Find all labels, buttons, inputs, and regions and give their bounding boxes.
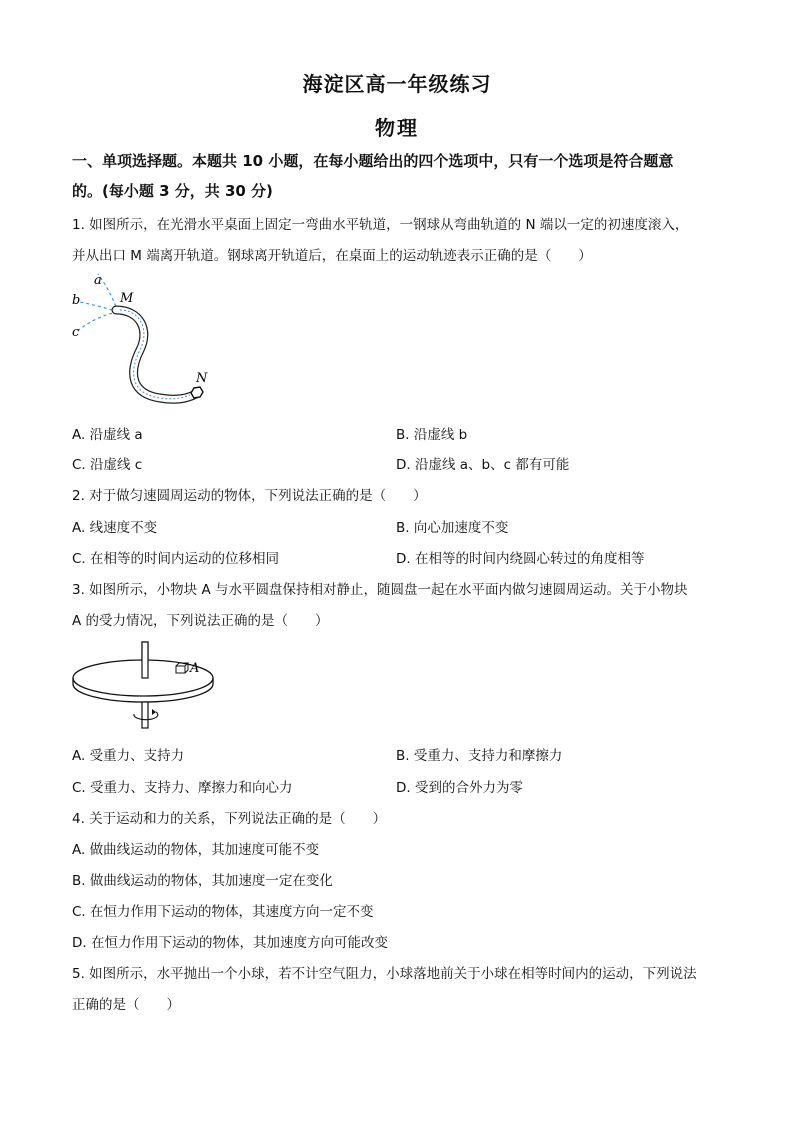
q2-option-a: A. 线速度不变 (72, 520, 158, 536)
label-c: c (72, 325, 80, 340)
label-M: M (120, 291, 134, 306)
shaft-lower (142, 702, 148, 728)
q3-option-b: B. 受重力、支持力和摩擦力 (396, 748, 563, 764)
q1-stem-line2: 并从出口 M 端离开轨道。钢球离开轨道后，在桌面上的运动轨迹表示正确的是（ ） (72, 248, 592, 264)
q2-option-c: C. 在相等的时间内运动的位移相同 (72, 551, 280, 567)
q1-option-b: B. 沿虚线 b (396, 427, 468, 443)
doc-title: 海淀区高一年级练习 (302, 72, 492, 96)
q4-stem: 4. 关于运动和力的关系，下列说法正确的是（ ） (72, 811, 387, 827)
track-path (120, 310, 190, 399)
label-block-A: A (190, 661, 200, 676)
shaft-top (142, 642, 148, 678)
q1-stem-line1: 1. 如图所示，在光滑水平桌面上固定一弯曲水平轨道，一钢球从弯曲轨道的 N 端以一定的初速度滚入， (72, 217, 689, 233)
q1-option-d: D. 沿虚线 a、b、c 都有可能 (396, 457, 570, 473)
section-heading-line1: 一、单项选择题。本题共 10 小题，在每小题给出的四个选项中，只有一个选项是符合题意 (72, 152, 674, 170)
q1-option-c: C. 沿虚线 c (72, 457, 143, 473)
q4-option-c: C. 在恒力作用下运动的物体，其速度方向一定不变 (72, 904, 374, 920)
q3-rotating-disk-figure (70, 638, 220, 730)
q3-option-d: D. 受到的合外力为零 (396, 780, 523, 796)
q4-option-d: D. 在恒力作用下运动的物体，其加速度方向可能改变 (72, 935, 388, 951)
q2-stem: 2. 对于做匀速圆周运动的物体，下列说法正确的是（ ） (72, 488, 427, 504)
q4-option-b: B. 做曲线运动的物体，其加速度一定在变化 (72, 873, 333, 889)
section-heading-line2: 的。(每小题 3 分，共 30 分) (72, 182, 273, 200)
q1-option-a: A. 沿虚线 a (72, 427, 143, 443)
q3-stem-line2: A 的受力情况，下列说法正确的是（ ） (72, 613, 329, 629)
q5-stem-line2: 正确的是（ ） (72, 997, 180, 1013)
q2-option-b: B. 向心加速度不变 (396, 520, 509, 536)
label-a: a (94, 273, 102, 288)
q5-stem-line1: 5. 如图所示，水平抛出一个小球，若不计空气阻力，小球落地前关于小球在相等时间内的运动，下列说法 (72, 966, 697, 982)
q3-stem-line1: 3. 如图所示，小物块 A 与水平圆盘保持相对静止，随圆盘一起在水平面内做匀速圆周运动。关于小物块 (72, 582, 688, 598)
track-inner (116, 310, 196, 399)
label-N: N (196, 371, 208, 386)
rotation-arrowhead-icon (152, 709, 156, 715)
doc-subject: 物理 (375, 116, 419, 140)
track-outer (116, 310, 196, 399)
q3-option-c: C. 受重力、支持力、摩擦力和向心力 (72, 780, 293, 796)
block-a-icon (176, 666, 185, 673)
q4-option-a: A. 做曲线运动的物体，其加速度可能不变 (72, 842, 320, 858)
trajectory-c (76, 312, 118, 332)
q3-option-a: A. 受重力、支持力 (72, 748, 185, 764)
label-b: b (72, 293, 81, 308)
q2-option-d: D. 在相等的时间内绕圆心转过的角度相等 (396, 551, 645, 567)
q1-curved-track-figure (60, 270, 220, 410)
steel-ball-icon (191, 387, 203, 398)
